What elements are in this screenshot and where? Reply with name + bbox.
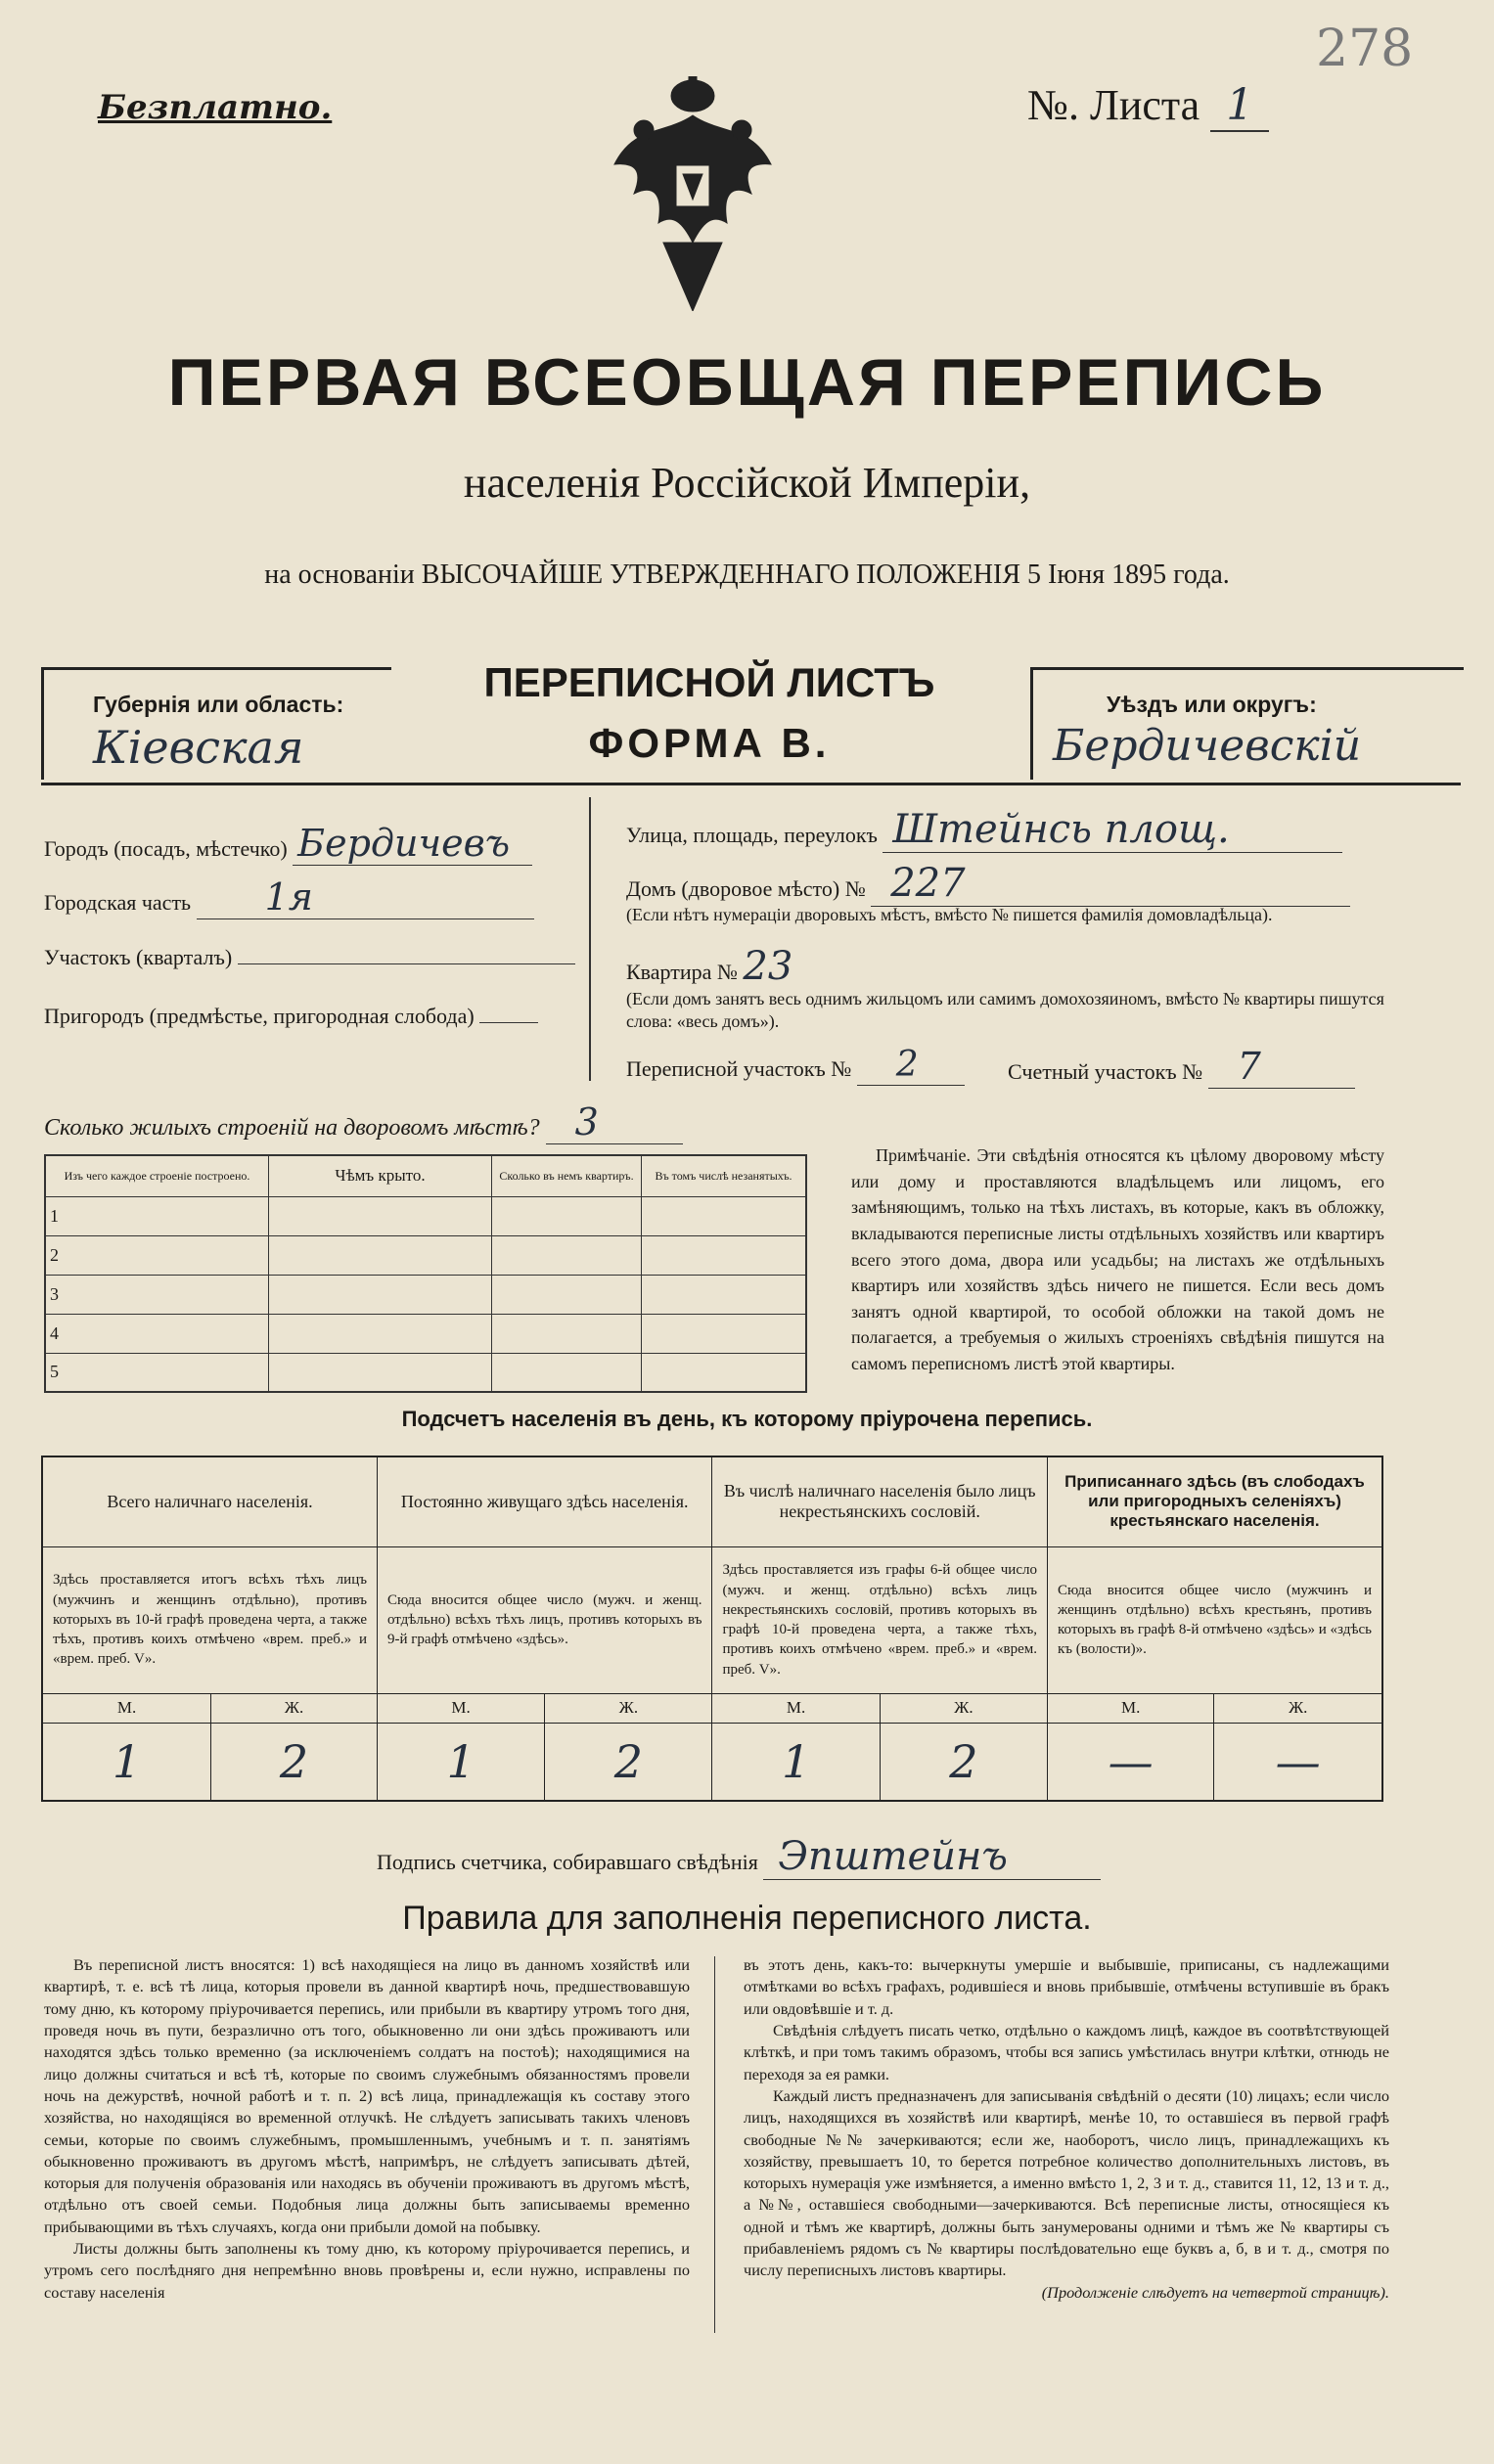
table-row: [45, 1196, 806, 1235]
table-row: [45, 1275, 806, 1314]
m-header: М.: [1047, 1693, 1213, 1723]
suburb-line: [479, 1003, 538, 1023]
page-title: ПЕРВАЯ ВСЕОБЩАЯ ПЕРЕПИСЬ: [167, 345, 1327, 420]
form-subtitle: ФОРМА В.: [588, 720, 831, 766]
f-header: Ж.: [1214, 1693, 1382, 1723]
buildings-question: [44, 1100, 683, 1144]
sheet-no-value: 1: [1210, 80, 1269, 132]
col-apartments: Сколько въ немъ квартиръ.: [492, 1155, 642, 1196]
suburb-label: Пригородъ (предмѣстье, пригородная слобода): [44, 1004, 475, 1028]
nonpeasant-female: 2: [880, 1723, 1047, 1801]
house-label: Домъ (дворовое мѣсто) №: [626, 876, 866, 901]
precinct-line: [238, 944, 575, 964]
group-resident-desc: Сюда вносится общее число (мужч. и женщ. отдѣльно) всѣхъ тѣхъ лицъ, противъ которыхъ въ 9-й графѣ отмѣчено «здѣсь».: [377, 1546, 712, 1693]
rules-paragraph: въ этотъ день, какъ-то: вычеркнуты умершіе и выбывшіе, приписаны, съ надлежащими отмѣтками во всѣхъ графахъ, родившіеся и вновь прибывшіе, отмѣчены вступившіе въ бракъ или овдовѣвшіе и т. д.: [744, 1955, 1389, 2018]
col-material: Изъ чего каждое строеніе построено.: [45, 1155, 269, 1196]
m-header: М.: [712, 1693, 880, 1723]
peasant-female: —: [1214, 1723, 1382, 1801]
buildings-note: Примѣчаніе. Эти свѣдѣнія относятся къ цѣлому дворовому мѣсту или дому и проставляются владѣльцемъ или лицомъ, его замѣняющимъ, только на тѣхъ листахъ, въ которые, какъ въ обложку, вкладываются переписные листы отдѣльныхъ хозяйствъ или квартиръ всего этого дома, двора или усадьбы; на листахъ же отдѣльныхъ квартиръ или хозяйствъ здѣсь ничего не пишется. Если весь домъ занятъ одной квартирой, то особой обложки на такой домъ не полагается, а требуемыя о жилыхъ строеніяхъ свѣдѣнія пишутся на самомъ переписномъ листѣ этой квартиры.: [851, 1145, 1384, 1373]
apartment-label: Квартира №: [626, 960, 738, 984]
count-district-field: [1008, 1045, 1355, 1089]
signature-label: Подпись счетчика, собиравшаго свѣдѣнія: [377, 1850, 758, 1874]
rules-divider: [714, 1956, 715, 2333]
apartment-value: 23: [743, 944, 793, 989]
buildings-answer: 3: [546, 1100, 683, 1144]
f-header: Ж.: [211, 1693, 378, 1723]
row-number: 2: [45, 1235, 269, 1275]
table-row: [45, 1353, 806, 1392]
m-header: М.: [42, 1693, 211, 1723]
form-title: ПЕРЕПИСНОЙ ЛИСТЪ: [483, 659, 935, 705]
province-box: [41, 667, 391, 780]
precinct-label: Участокъ (кварталъ): [44, 945, 233, 969]
street-field: [626, 807, 1342, 853]
rules-paragraph: Свѣдѣнія слѣдуетъ писать четко, отдѣльно о каждомъ лицѣ, каждое въ соотвѣтствующей клѣткѣ, и при томъ такимъ образомъ, чтобы вся запись умѣстилась внутри клѣтки, отнюдь не переходя за ея рамки.: [744, 2020, 1389, 2083]
city-part-label: Городская часть: [44, 890, 192, 915]
page-subtitle: населенія Россійской Имперіи,: [463, 459, 1031, 507]
signature-value: Эпштейнъ: [763, 1834, 1101, 1880]
apartment-note: (Если домъ занятъ весь однимъ жильцомъ или самимъ домохозяиномъ, вмѣсто № квартиры пишутся слова: «весь домъ»).: [626, 989, 1384, 1032]
row-number: 5: [45, 1353, 269, 1392]
street-value: Штейнсь площ.: [883, 807, 1342, 853]
city-part-value: 1я: [197, 875, 534, 919]
district-box: [1030, 667, 1464, 780]
address-divider: [589, 797, 591, 1081]
house-field: [626, 861, 1350, 907]
row-number: 3: [45, 1275, 269, 1314]
census-district-field: [626, 1045, 965, 1086]
table-row: [45, 1314, 806, 1353]
census-district-value: 2: [857, 1045, 965, 1086]
street-label: Улица, площадь, переулокъ: [626, 823, 878, 847]
city-part-field: [44, 875, 534, 919]
count-district-label: Счетный участокъ №: [1008, 1059, 1203, 1084]
group-nonpeasant-desc: Здѣсь проставляется изъ графы 6-й общее число (мужч. и женщ. отдѣльно) всѣхъ лицъ некрестьянскихъ сословій, противъ которыхъ въ графѣ 10-й проведена черта, а также тѣхъ, противъ коихъ отмѣчено «врем. преб.» и «врем. преб. V».: [712, 1546, 1048, 1693]
group-resident-head: Постоянно живущаго здѣсь населенія.: [377, 1456, 712, 1546]
archive-number: 278: [1316, 20, 1414, 78]
city-label: Городъ (посадъ, мѣстечко): [44, 836, 288, 861]
rules-continued: (Продолженіе слѣдуетъ на четвертой страницѣ).: [1041, 2282, 1389, 2302]
total-female: 2: [211, 1723, 378, 1801]
double-headed-eagle-icon: [605, 76, 781, 311]
city-field: [44, 822, 532, 866]
signature-field: [377, 1834, 1101, 1880]
peasant-male: —: [1047, 1723, 1213, 1801]
house-value: 227: [871, 861, 1350, 907]
province-value: Кіевская: [93, 721, 304, 774]
f-header: Ж.: [880, 1693, 1047, 1723]
group-total-desc: Здѣсь проставляется итогъ всѣхъ тѣхъ лицъ (мужчинъ и женщинъ отдѣльно), противъ которыхъ въ 10-й графѣ проведена черта, а также тѣхъ, противъ коихъ отмѣчено «врем. преб.» и «врем. преб. V».: [42, 1546, 377, 1693]
count-district-value: 7: [1208, 1045, 1355, 1089]
city-value: Бердичевъ: [293, 822, 532, 866]
rules-left-column: [44, 1954, 690, 2304]
m-header: М.: [377, 1693, 544, 1723]
col-roof: Чѣмъ крыто.: [269, 1155, 492, 1196]
f-header: Ж.: [545, 1693, 712, 1723]
group-peasant-desc: Сюда вносится общее число (мужчинъ и женщинъ отдѣльно) всѣхъ крестьянъ, противъ которыхъ въ графѣ 8-й отмѣчено «здѣсь» и «здѣсь къ (волости)».: [1047, 1546, 1382, 1693]
group-peasant-head: Приписаннаго здѣсь (въ слободахъ или пригородныхъ селеніяхъ) крестьянскаго населенія.: [1047, 1456, 1382, 1546]
rules-right-column: [744, 1954, 1389, 2304]
apartment-field: [626, 944, 792, 989]
suburb-field: [44, 1003, 538, 1029]
population-table: [41, 1456, 1383, 1802]
col-vacant: Въ томъ числѣ незанятыхъ.: [642, 1155, 807, 1196]
resident-male: 1: [377, 1723, 544, 1801]
rules-title: Правила для заполненія переписного листа.: [402, 1900, 1092, 1937]
buildings-table: [44, 1154, 807, 1393]
province-label: Губернія или область:: [93, 692, 344, 717]
district-value: Бердичевскій: [1053, 721, 1362, 771]
rules-paragraph: Каждый листъ предназначенъ для записыванія свѣдѣній о десяти (10) лицахъ; если число лицъ, находящихся въ хозяйствѣ или квартирѣ, менѣе 10, то оставшіеся въ первой графѣ свободные №№ зачеркиваются; если же, наоборотъ, число лицъ, принадлежащихъ къ хозяйству, превышаетъ 10, то берется потребное количество дополнительныхъ листовъ, въ которыхъ нумерація уже измѣняется, а именно вмѣсто 1, 2, 3 и т. д., ставится 11, 12, 13 и т. д., а №№, оставшіеся свободными—зачеркиваются. Всѣ переписные листы, относящіеся къ одной и тѣмъ же квартирѣ, должны быть занумерованы одними и тѣмъ же № квартиры съ прибавленіемъ рядомъ съ № квартиры послѣдовательно еще буквъ а, б, в и т. д., смотря по числу переписныхъ листовъ квартиры.: [744, 2085, 1389, 2280]
group-nonpeasant-head: Въ числѣ наличнаго населенія было лицъ некрестьянскихъ сословій.: [712, 1456, 1048, 1546]
group-total-head: Всего наличнаго населенія.: [42, 1456, 377, 1546]
sheet-no-label: №. Листа: [1027, 81, 1200, 129]
district-label: Уѣздъ или округъ:: [1107, 692, 1317, 717]
house-note: (Если нѣтъ нумераціи дворовыхъ мѣстъ, вмѣсто № пишется фамилія домовладѣльца).: [626, 905, 1273, 924]
table-row: [45, 1235, 806, 1275]
legal-basis: на основаніи ВЫСОЧАЙШЕ УТВЕРЖДЕННАГО ПОЛОЖЕНІЯ 5 Іюня 1895 года.: [264, 560, 1230, 590]
row-number: 1: [45, 1196, 269, 1235]
precinct-field: [44, 944, 575, 970]
rules-paragraph: Въ переписной листъ вносятся: 1) всѣ находящіеся на лицо въ данномъ хозяйствѣ или квартирѣ, т. е. всѣ тѣ лица, которыя провели въ данной квартирѣ ночь, предшествовавшую тому дню, къ которому пріурочивается перепись, или прибыли въ квартиру утромъ того дня, проведя ночь въ пути, безразлично отъ того, обыкновенно ли они здѣсь проживаютъ или находятся здѣсь только временно (за исключеніемъ солдатъ на постоѣ); находящимися на лицо должны считаться и всѣ тѣ, которые по своимъ служебнымъ обязанностямъ провели ночь на дежурствѣ, ночной работѣ и т. п. 2) всѣ лица, принадлежащія къ составу этого хозяйства, но находящіяся во временной отлучкѣ. Не слѣдуетъ записывать такихъ членовъ семьи, которые по своимъ служебнымъ, промышленнымъ, учебнымъ и т. п. занятіямъ обыкновенно проживаютъ въ другомъ мѣстѣ, напримѣръ, не слѣдуетъ записывать дѣтей, которыя для полученія образованія или находясь въ обученіи проживаютъ въ другомъ мѣстѣ, отдѣльно отъ своей семьи. Подобныя лица должны быть записываемы временно прибывающими въ тѣхъ случаяхъ, когда они прибыли домой на побывку.: [44, 1955, 690, 2236]
band-divider: [41, 783, 1461, 785]
total-male: 1: [42, 1723, 211, 1801]
count-title: Подсчетъ населенія въ день, къ которому пріурочена перепись.: [401, 1407, 1093, 1431]
nonpeasant-male: 1: [712, 1723, 880, 1801]
free-label: Безплатно.: [98, 88, 333, 127]
rules-paragraph: Листы должны быть заполнены къ тому дню, къ которому пріурочивается перепись, и утромъ сего послѣдняго дня непремѣнно вновь провѣрены и, если нужно, исправлены по составу населенія: [44, 2239, 690, 2302]
buildings-question-label: Сколько жилыхъ строеній на дворовомъ мѣстѣ?: [44, 1115, 540, 1141]
row-number: 4: [45, 1314, 269, 1353]
sheet-number: [1027, 80, 1269, 132]
census-district-label: Переписной участокъ №: [626, 1056, 852, 1081]
resident-female: 2: [545, 1723, 712, 1801]
